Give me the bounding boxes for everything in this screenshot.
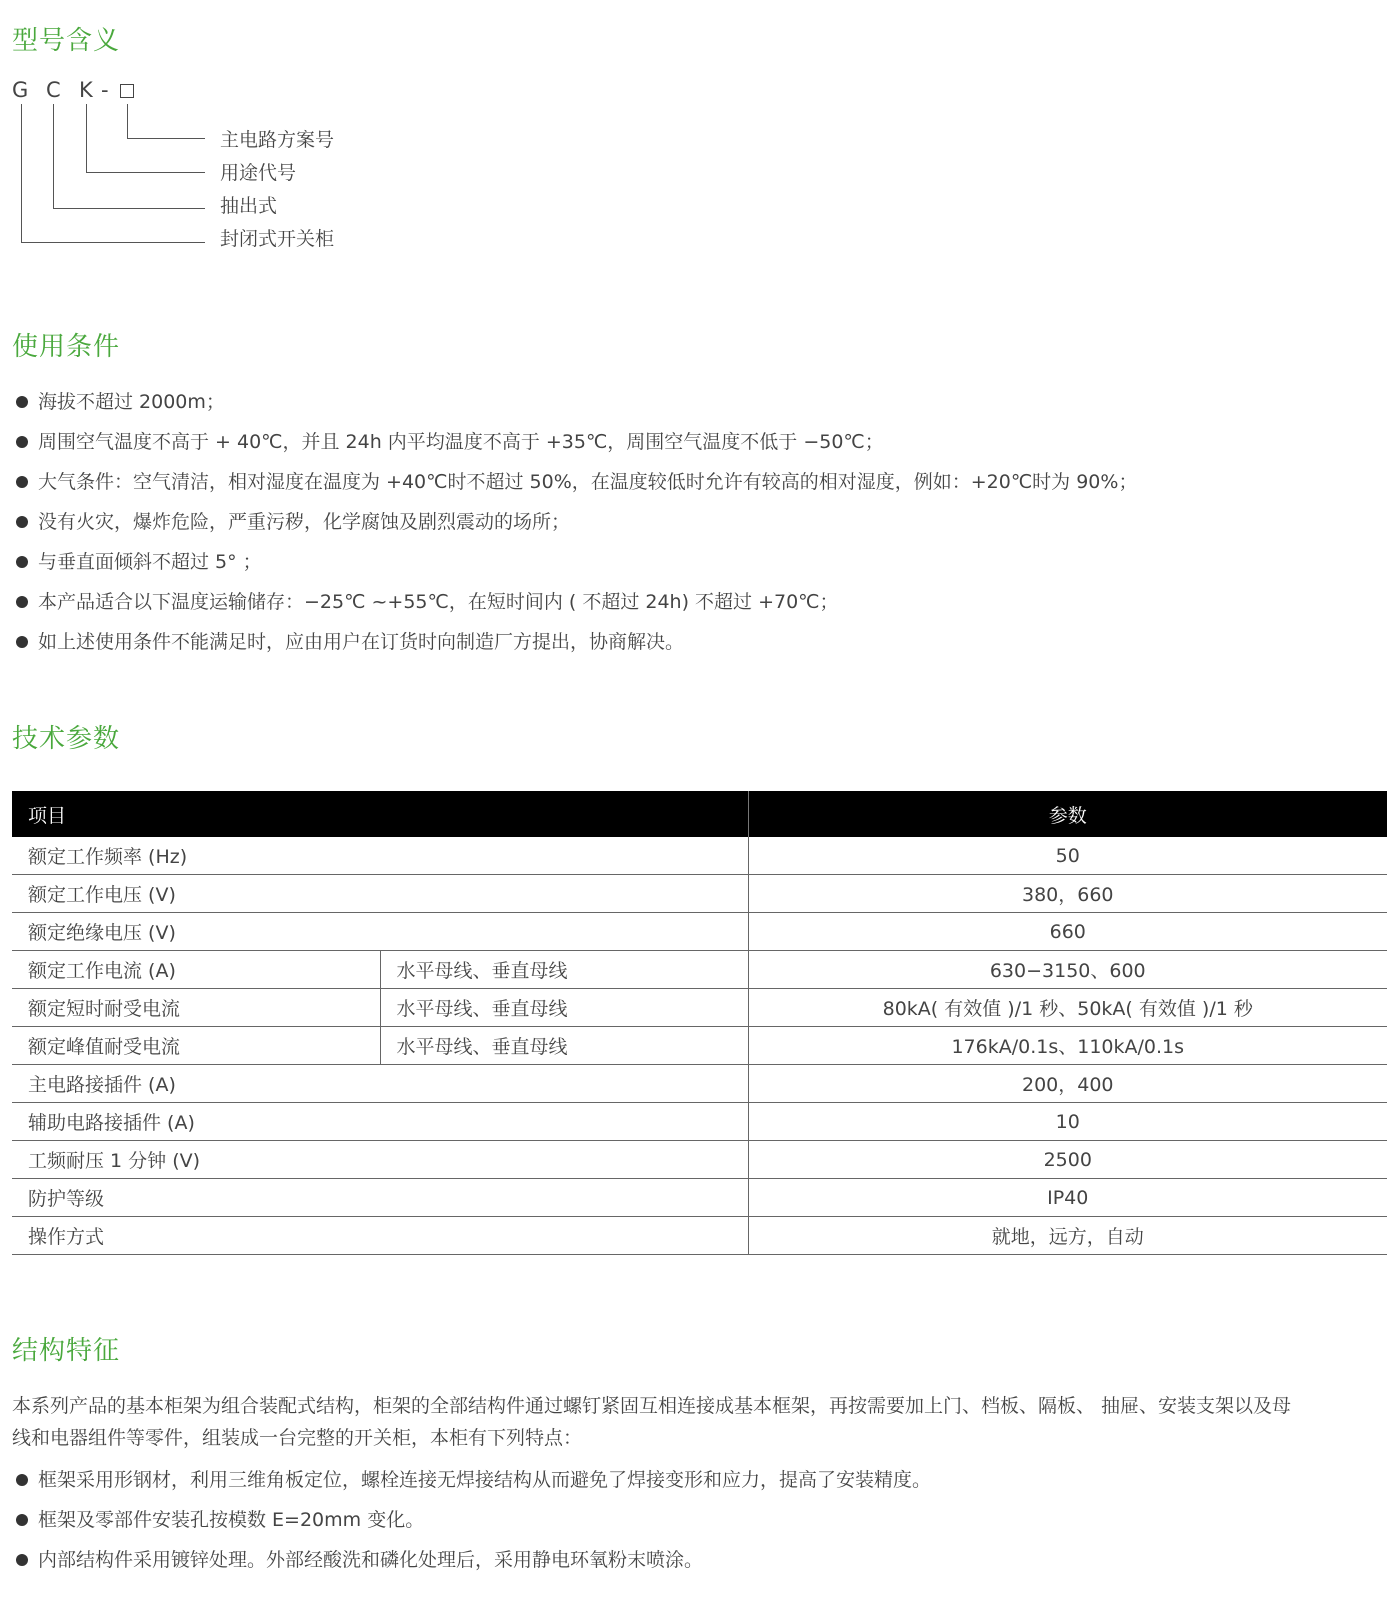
- row-value: 176kA/0.1s、110kA/0.1s: [748, 1027, 1387, 1065]
- connector-line: [53, 208, 205, 209]
- row-item: 工频耐压 1 分钟 (V): [12, 1141, 748, 1179]
- row-item: 额定工作电流 (A): [12, 951, 380, 989]
- tech-section-title: 技术参数: [12, 724, 121, 754]
- table-row: [12, 1027, 1387, 1065]
- condition-item: 与垂直面倾斜不超过 5° ；: [14, 548, 1137, 588]
- table-row: [12, 1217, 1387, 1255]
- row-sub: 水平母线、垂直母线: [380, 989, 748, 1027]
- model-letter-g: G: [12, 78, 29, 102]
- header-item: 项目: [12, 791, 748, 837]
- row-item: 额定短时耐受电流: [12, 989, 380, 1027]
- table-row: [12, 1141, 1387, 1179]
- row-value: 50: [748, 837, 1387, 875]
- structure-list: [14, 1466, 931, 1586]
- model-scheme-box: [120, 84, 134, 98]
- model-letter-k: K: [79, 78, 93, 102]
- condition-item: 没有火灾，爆炸危险，严重污秽，化学腐蚀及剧烈震动的场所；: [14, 508, 1137, 548]
- table-row: [12, 913, 1387, 951]
- row-item: 辅助电路接插件 (A): [12, 1103, 748, 1141]
- row-sub: 水平母线、垂直母线: [380, 951, 748, 989]
- conditions-list: [14, 388, 1137, 668]
- model-label-drawout: 抽出式: [220, 195, 278, 217]
- row-value: 660: [748, 913, 1387, 951]
- row-value: 10: [748, 1103, 1387, 1141]
- condition-item: 大气条件：空气清洁，相对湿度在温度为 +40℃时不超过 50%，在温度较低时允许有较高的相对湿度，例如：+20℃时为 90%；: [14, 468, 1137, 508]
- row-value: 2500: [748, 1141, 1387, 1179]
- structure-item: 框架采用形钢材，利用三维角板定位，螺栓连接无焊接结构从而避免了焊接变形和应力，提高了安装精度。: [14, 1466, 931, 1506]
- connector-line: [21, 104, 22, 242]
- condition-item: 周围空气温度不高于 + 40℃，并且 24h 内平均温度不高于 +35℃，周围空气温度不低于 −50℃；: [14, 428, 1137, 468]
- table-row: [12, 1179, 1387, 1217]
- model-dash: -: [101, 78, 109, 102]
- model-letter-c: C: [46, 78, 61, 102]
- row-item: 防护等级: [12, 1179, 748, 1217]
- row-value: 630−3150、600: [748, 951, 1387, 989]
- structure-paragraph-line2: 线和电器组件等零件，组装成一台完整的开关柜，本柜有下列特点：: [12, 1427, 583, 1449]
- model-label-scheme: 主电路方案号: [220, 129, 335, 151]
- conditions-section-title: 使用条件: [12, 332, 121, 362]
- connector-line: [21, 242, 205, 243]
- row-value: IP40: [748, 1179, 1387, 1217]
- model-label-usage: 用途代号: [220, 162, 297, 184]
- connector-line: [127, 138, 205, 139]
- table-row: [12, 989, 1387, 1027]
- condition-item: 本产品适合以下温度运输储存：−25℃ ~+55℃，在短时间内 ( 不超过 24h) 不超过 +70℃；: [14, 588, 1137, 628]
- structure-item: 框架及零部件安装孔按模数 E=20mm 变化。: [14, 1506, 931, 1546]
- row-item: 额定工作电压 (V): [12, 875, 748, 913]
- row-item: 额定峰值耐受电流: [12, 1027, 380, 1065]
- tech-params-table: [12, 791, 1387, 1255]
- table-row: [12, 1065, 1387, 1103]
- row-sub: 水平母线、垂直母线: [380, 1027, 748, 1065]
- model-label-enclosed: 封闭式开关柜: [220, 228, 335, 250]
- connector-line: [86, 104, 87, 172]
- connector-line: [86, 172, 205, 173]
- model-section-title: 型号含义: [12, 26, 121, 56]
- header-param: 参数: [748, 791, 1387, 837]
- table-header-row: [12, 791, 1387, 837]
- table-row: [12, 951, 1387, 989]
- row-item: 额定绝缘电压 (V): [12, 913, 748, 951]
- row-item: 主电路接插件 (A): [12, 1065, 748, 1103]
- row-item: 操作方式: [12, 1217, 748, 1255]
- table-row: [12, 837, 1387, 875]
- condition-item: 如上述使用条件不能满足时，应由用户在订货时向制造厂方提出，协商解决。: [14, 628, 1137, 668]
- table-row: [12, 1103, 1387, 1141]
- row-value: 200，400: [748, 1065, 1387, 1103]
- table-row: [12, 875, 1387, 913]
- row-item: 额定工作频率 (Hz): [12, 837, 748, 875]
- structure-section-title: 结构特征: [12, 1336, 121, 1366]
- structure-paragraph-line1: 本系列产品的基本柜架为组合装配式结构，柜架的全部结构件通过螺钉紧固互相连接成基本框架，再按需要加上门、档板、隔板、 抽屉、安装支架以及母: [12, 1395, 1292, 1417]
- row-value: 就地，远方，自动: [748, 1217, 1387, 1255]
- connector-line: [127, 104, 128, 138]
- condition-item: 海拔不超过 2000m；: [14, 388, 1137, 428]
- row-value: 80kA( 有效值 )/1 秒、50kA( 有效值 )/1 秒: [748, 989, 1387, 1027]
- connector-line: [53, 104, 54, 208]
- structure-item: 内部结构件采用镀锌处理。外部经酸洗和磷化处理后，采用静电环氧粉末喷涂。: [14, 1546, 931, 1586]
- row-value: 380，660: [748, 875, 1387, 913]
